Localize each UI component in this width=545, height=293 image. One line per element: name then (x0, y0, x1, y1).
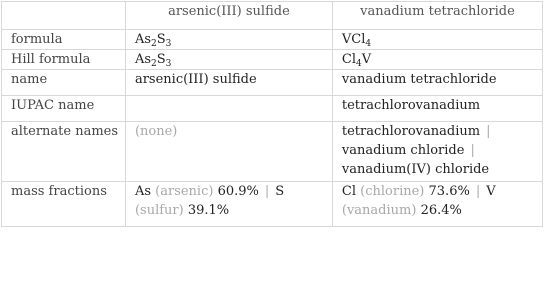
element-name: (vanadium) (341, 203, 417, 218)
row-name (2, 70, 543, 96)
mass-fraction-value: 73.6% (428, 184, 470, 199)
formula-subscript: 3 (165, 39, 172, 49)
formula-part: Cl (341, 52, 356, 67)
hill-formula-arsenic-sulfide (125, 50, 332, 70)
separator: | (475, 184, 481, 199)
iupac-name-arsenic-sulfide (125, 96, 332, 122)
formula-subscript: 2 (151, 59, 157, 69)
comparison-table (1, 1, 543, 227)
header-empty-cell (2, 2, 126, 30)
mass-fraction-value: 60.9% (217, 184, 259, 199)
row-label-mass-fractions: mass fractions (2, 182, 126, 227)
row-mass-fractions (2, 182, 543, 227)
formula-arsenic-sulfide (125, 30, 332, 50)
row-hill-formula (2, 50, 543, 70)
element-symbol: S (275, 184, 285, 199)
header-vanadium-tetrachloride: vanadium tetrachloride (332, 2, 542, 30)
formula-part: As (134, 32, 152, 47)
name-vanadium-tetrachloride: vanadium tetrachloride (332, 70, 542, 96)
mass-fractions-vanadium-tetrachloride (332, 182, 542, 227)
formula-subscript: 4 (365, 39, 372, 49)
header-arsenic-sulfide: arsenic(III) sulfide (125, 2, 332, 30)
mass-fractions-arsenic-sulfide (125, 182, 332, 227)
hill-formula-vanadium-tetrachloride (332, 50, 542, 70)
alternate-names-vanadium-tetrachloride (332, 122, 542, 182)
formula-vanadium-tetrachloride (332, 30, 542, 50)
alternate-name: tetrachlorovanadium (341, 124, 481, 139)
alternate-names-arsenic-sulfide: (none) (125, 122, 332, 182)
row-label-iupac-name: IUPAC name (2, 96, 126, 122)
element-symbol: V (486, 184, 496, 199)
formula-subscript: 3 (165, 59, 172, 69)
element-name: (sulfur) (134, 203, 184, 218)
row-label-hill-formula: Hill formula (2, 50, 126, 70)
separator: | (486, 124, 491, 139)
element-name: (chlorine) (360, 184, 425, 199)
mass-fraction-value: 26.4% (420, 203, 462, 218)
row-label-name: name (2, 70, 126, 96)
formula-part: S (156, 32, 166, 47)
formula-subscript: 2 (151, 39, 157, 49)
iupac-name-vanadium-tetrachloride: tetrachlorovanadium (332, 96, 542, 122)
element-symbol: Cl (341, 184, 356, 199)
element-symbol: As (134, 184, 152, 199)
row-formula (2, 30, 543, 50)
alternate-name: vanadium chloride (341, 143, 465, 158)
formula-part: As (134, 52, 152, 67)
row-alternate-names (2, 122, 543, 182)
formula-part: S (156, 52, 166, 67)
name-arsenic-sulfide: arsenic(III) sulfide (125, 70, 332, 96)
row-iupac-name (2, 96, 543, 122)
formula-part: VCl (341, 32, 366, 47)
element-name: (arsenic) (155, 184, 214, 199)
formula-subscript: 4 (356, 59, 362, 69)
separator: | (264, 184, 270, 199)
mass-fraction-value: 39.1% (187, 203, 230, 218)
row-label-formula: formula (2, 30, 126, 50)
alternate-name: vanadium(IV) chloride (341, 162, 490, 177)
formula-part: V (361, 52, 372, 67)
header-row (2, 2, 543, 30)
row-label-alternate-names: alternate names (2, 122, 126, 182)
separator: | (470, 143, 475, 158)
